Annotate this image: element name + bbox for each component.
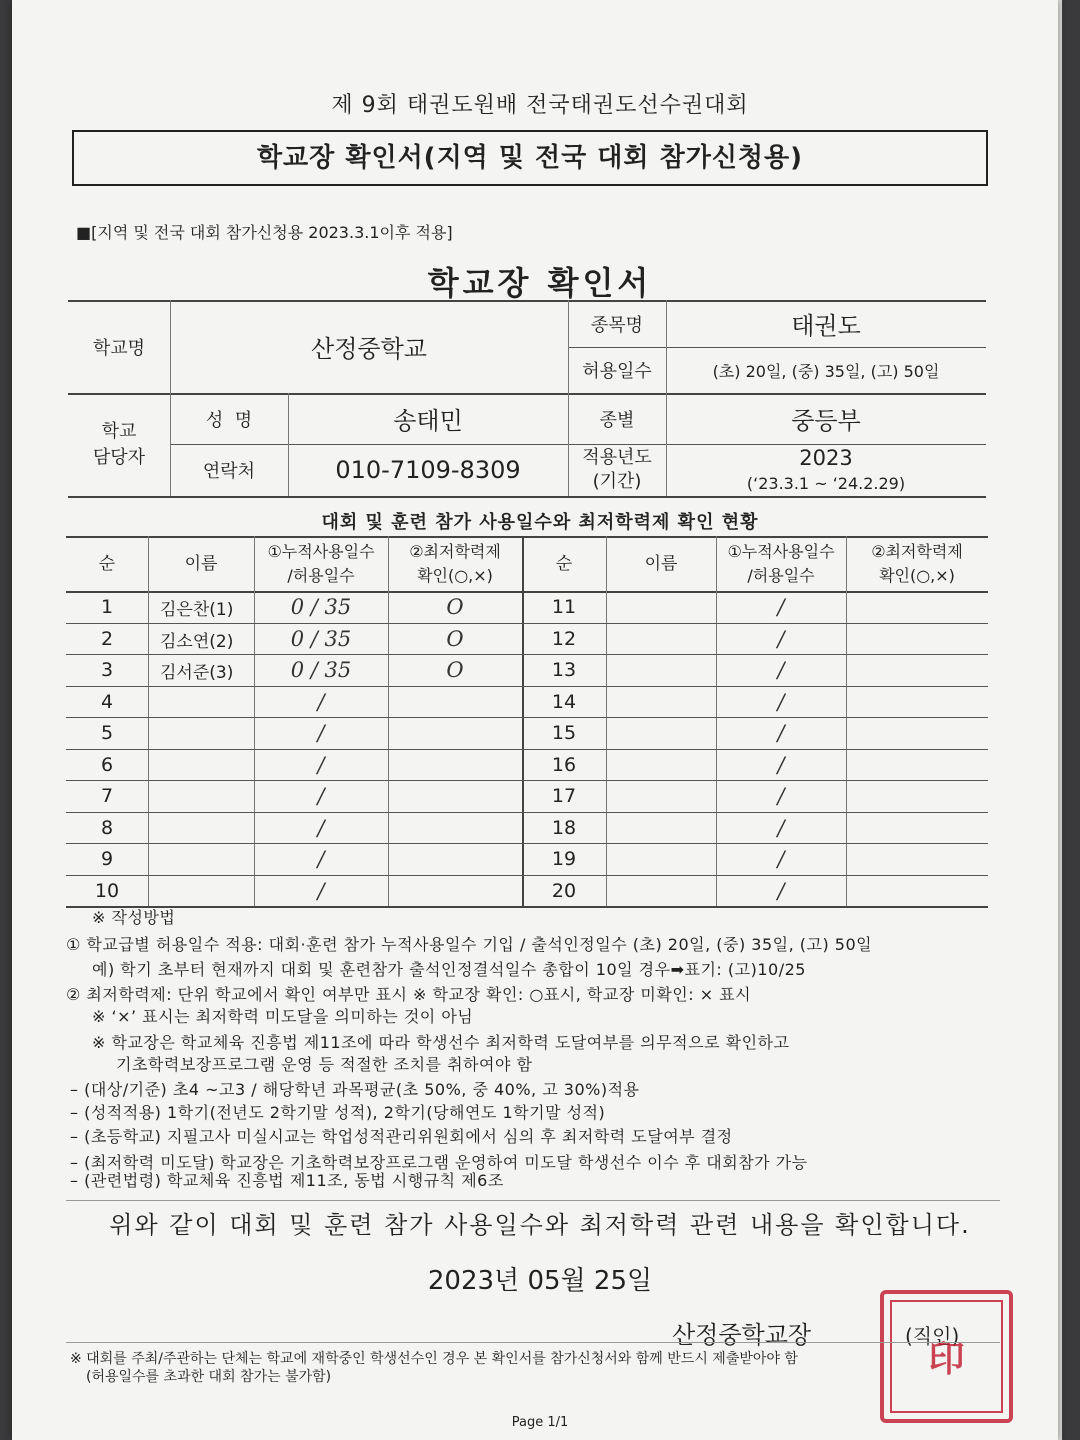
cell-name [606,654,716,686]
cell-check [846,591,988,623]
title-box: 학교장 확인서(지역 및 전국 대회 참가신청용) [72,130,988,186]
footnote-line-2: (허용일수를 초과한 대회 참가는 불가함) [86,1369,332,1385]
cell-check [388,717,522,749]
division-label: 종별 [599,409,635,431]
cell-check [846,875,988,907]
instruction-line: – (관련법령) 학교체육 진흥법 제11조, 동법 시행규칙 제6조 [70,1171,504,1190]
cell-days: / [317,816,325,840]
cell-days: / [777,627,785,651]
year-value: 2023 [799,446,853,470]
header-name-left: 이름 [184,553,218,574]
cell-name [606,843,716,875]
cell-days: / [777,784,785,808]
cell-name [606,875,716,907]
cell-check: O [446,595,464,619]
confirmation-statement: 위와 같이 대회 및 훈련 참가 사용일수와 최저학력 관련 내용을 확인합니다. [109,1211,971,1239]
cell-check [388,780,522,812]
header-days-right: ①누적사용일수 /허용일수 [727,541,835,585]
allowed-days-label: 허용일수 [582,361,652,382]
header-days-left: ①누적사용일수 /허용일수 [267,541,375,585]
cell-no: 13 [551,659,577,681]
cell-days: / [777,595,785,619]
cell-days: / [777,658,785,682]
cell-name [606,717,716,749]
cell-no: 7 [100,785,114,807]
school-value: 산정중학교 [311,335,427,363]
applicability-note: ■[지역 및 전국 대회 참가신청용 2023.3.1이후 적용] [76,223,453,242]
instruction-line: 예) 학기 초부터 현재까지 대회 및 훈련참가 출석인정결석일수 총합이 10일 경우➡표기: (고)10/25 [92,960,806,979]
cell-name: 김은찬(1) [160,599,234,620]
cell-no: 15 [551,722,577,744]
allowed-days-value: (초) 20일, (중) 35일, (고) 50일 [712,361,940,381]
cell-name [606,812,716,844]
sport-value: 태권도 [791,312,861,340]
cell-check [388,843,522,875]
division-value: 중등부 [791,407,861,435]
manager-name: 송태민 [393,407,463,435]
cell-name: 김소연(2) [160,631,234,652]
cell-no: 12 [551,628,577,650]
cell-no: 18 [551,817,577,839]
cell-name [148,875,254,907]
cell-name [148,780,254,812]
cell-check [846,654,988,686]
cell-days: / [317,847,325,871]
cell-name [606,686,716,718]
instruction-line: ② 최저학력제: 단위 학교에서 확인 여부만 표시 ※ 학교장 확인: ○표시, 학교장 미확인: × 표시 [66,985,752,1004]
official-seal-icon: 印 [880,1290,1013,1423]
page-number: Page 1/1 [511,1415,569,1430]
cell-days: / [777,721,785,745]
cell-no: 2 [100,628,114,650]
year-label: 적용년도 (기간) [582,447,652,492]
cell-days: / [777,690,785,714]
cell-check: O [446,627,464,651]
cell-no: 10 [94,880,120,902]
header-academic-left: ②최저학력제 확인(○,×) [409,541,501,585]
period-value: (‘23.3.1 ~ ‘24.2.29) [746,473,906,493]
school-label: 학교명 [92,337,146,359]
cell-no: 17 [551,785,577,807]
cell-days: 0 / 35 [290,658,352,682]
cell-no: 19 [551,848,577,870]
cell-check [846,749,988,781]
instruction-line: ※ 학교장은 학교체육 진흥법 제11조에 따라 학생선수 최저학력 도달여부를 의무적으로 확인하고 [92,1033,790,1052]
cell-no: 6 [100,754,114,776]
cell-name: 김서준(3) [160,662,234,683]
cell-no: 8 [100,817,114,839]
cell-days: / [777,753,785,777]
cell-check [388,686,522,718]
cell-name [606,591,716,623]
cell-check: O [446,658,464,682]
cell-name [606,623,716,655]
cell-no: 11 [551,596,577,618]
footnote-line-1: ※ 대회를 주최/주관하는 단체는 학교에 재학중인 학생선수인 경우 본 확인서를 참가신청서와 함께 반드시 제출받아야 함 [70,1351,798,1367]
cell-check [846,623,988,655]
cell-days: / [317,690,325,714]
cell-days: / [317,721,325,745]
cell-days: 0 / 35 [290,627,352,651]
section-title: 대회 및 훈련 참가 사용일수와 최저학력제 확인 현황 [321,512,759,533]
contact-value: 010-7109-8309 [335,456,521,484]
instruction-line: – (초등학교) 지필고사 미실시교는 학업성적관리위원회에서 심의 후 최저학력 도달여부 결정 [70,1127,733,1146]
cell-no: 20 [551,880,577,902]
header-no-right: 순 [555,553,573,574]
cell-check [388,875,522,907]
cell-check [388,812,522,844]
cell-check [846,717,988,749]
cell-no: 1 [100,596,114,618]
cell-check [846,812,988,844]
header-no-left: 순 [98,553,116,574]
cell-check [846,686,988,718]
cell-name [606,780,716,812]
name-label: 성 명 [205,409,253,431]
instruction-line: ※ 작성방법 [92,908,176,927]
cell-name [148,812,254,844]
cell-days: / [777,847,785,871]
document-title: 학교장 확인서 [427,264,653,302]
cell-name [148,843,254,875]
cell-days: / [317,753,325,777]
cell-no: 16 [551,754,577,776]
cell-check [846,780,988,812]
instruction-line: 기초학력보장프로그램 운영 등 적절한 조치를 취하여야 함 [116,1055,533,1074]
cell-days: / [317,879,325,903]
cell-name [148,749,254,781]
cell-days: / [777,879,785,903]
cell-days: / [317,784,325,808]
cell-days: 0 / 35 [290,595,352,619]
cell-days: / [777,816,785,840]
header-name-right: 이름 [644,553,678,574]
issue-date: 2023년 05월 25일 [427,1266,653,1296]
cell-name [148,686,254,718]
seal-note: (직인) [905,1324,960,1348]
instruction-line: – (최저학력 미도달) 학교장은 기초학력보장프로그램 운영하여 미도달 학생선수 이수 후 대회참가 가능 [70,1153,808,1172]
principal-title: 산정중학교장 [672,1321,812,1349]
cell-name [148,717,254,749]
instruction-line: – (성적적용) 1학기(전년도 2학기말 성적), 2학기(당해연도 1학기말 성적) [70,1103,606,1122]
instruction-line: ① 학교급별 허용일수 적용: 대회·훈련 참가 누적사용일수 기입 / 출석인정일수 (초) 20일, (중) 35일, (고) 50일 [66,935,873,954]
header-academic-right: ②최저학력제 확인(○,×) [871,541,963,585]
instruction-line: ※ ‘×’ 표시는 최저학력 미도달을 의미하는 것이 아님 [92,1007,474,1026]
cell-no: 14 [551,691,577,713]
cell-no: 5 [100,722,114,744]
cell-no: 9 [100,848,114,870]
contact-label: 연락처 [202,461,256,482]
event-title: 제 9회 태권도원배 전국태권도선수권대회 [331,93,749,118]
cell-check [846,843,988,875]
cell-no: 3 [100,659,114,681]
cell-check [388,749,522,781]
instruction-line: – (대상/기준) 초4 ~고3 / 해당학년 과목평균(초 50%, 중 40%, 고 30%)적용 [70,1080,640,1099]
sport-label: 종목명 [590,314,644,336]
manager-label: 학교 담당자 [92,420,146,468]
cell-name [606,749,716,781]
cell-no: 4 [100,691,114,713]
